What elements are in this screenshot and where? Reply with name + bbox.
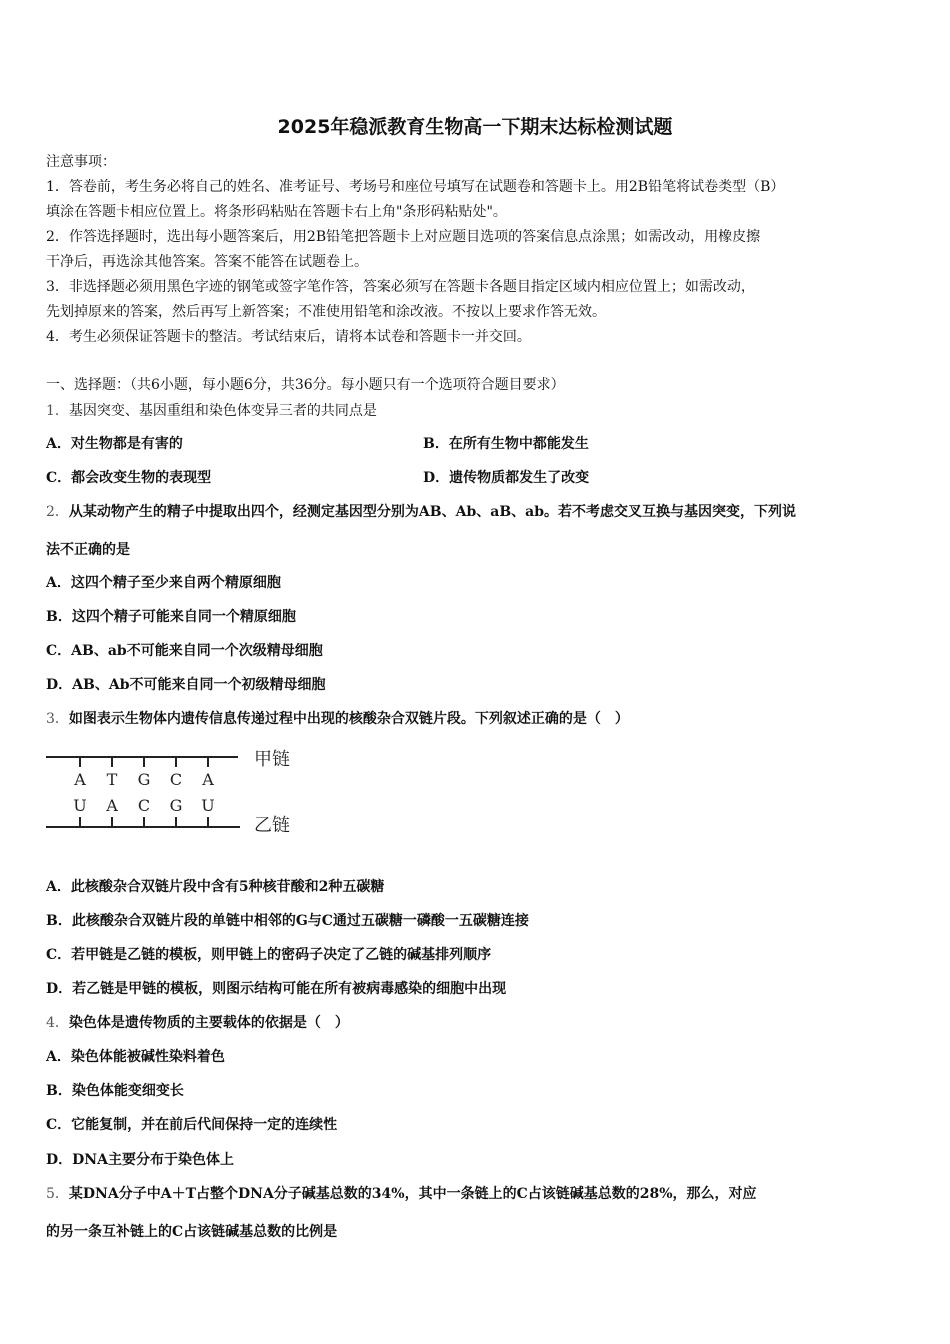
option-c: C．它能复制，并在前后代间保持一定的连续性 bbox=[46, 1117, 338, 1133]
question-number: 4． bbox=[46, 1015, 69, 1031]
top-base: A bbox=[74, 770, 86, 789]
bottom-base: U bbox=[201, 796, 215, 815]
top-base: A bbox=[202, 770, 214, 789]
notice-line: 3．非选择题必须用黑色字迹的钢笔或签字笔作答，答案必须写在答题卡各题目指定区域内相应位置上；如需改动， bbox=[46, 279, 755, 295]
question-1-options-row bbox=[46, 434, 916, 454]
question-text: 如图表示生物体内遗传信息传递过程中出现的核酸杂合双链片段。下列叙述正确的是（ ） bbox=[68, 711, 629, 727]
option-c: C．AB、ab不可能来自同一个次级精母细胞 bbox=[46, 643, 323, 659]
notice-line: 2．作答选择题时，选出每小题答案后，用2B铅笔把答题卡上对应题目选项的答案信息点涂黑；如需改动，用橡皮擦 bbox=[46, 229, 761, 245]
question-text: 基因突变、基因重组和染色体变异三者的共同点是 bbox=[68, 403, 377, 419]
question-2-stem bbox=[46, 502, 916, 522]
option-a: A．对生物都是有害的 bbox=[46, 436, 183, 452]
question-5-stem-cont: 的另一条互补链上的C占该链碱基总数的比例是 bbox=[46, 1224, 338, 1240]
notice-heading: 注意事项： bbox=[46, 154, 116, 170]
question-2-stem-cont: 法不正确的是 bbox=[46, 542, 130, 558]
question-number: 2． bbox=[46, 504, 69, 520]
notice-line: 填涂在答题卡相应位置上。将条形码粘贴在答题卡右上角"条形码粘贴处"。 bbox=[46, 204, 507, 220]
top-chain-label: 甲链 bbox=[254, 749, 290, 770]
nucleic-acid-hybrid-diagram bbox=[40, 745, 310, 840]
option-d: D．AB、Ab不可能来自同一个初级精母细胞 bbox=[46, 677, 326, 693]
question-1-stem bbox=[46, 401, 916, 421]
question-text: 某DNA分子中A＋T占整个DNA分子碱基总数的34%，其中一条链上的C占该链碱基总数的28%，那么，对应 bbox=[68, 1186, 757, 1202]
option-b: B．染色体能变细变长 bbox=[46, 1083, 184, 1099]
option-b: B．这四个精子可能来自同一个精原细胞 bbox=[46, 609, 296, 625]
top-base: T bbox=[106, 770, 118, 789]
question-number: 1． bbox=[46, 403, 69, 419]
option-c: C．都会改变生物的表现型 bbox=[46, 470, 212, 486]
option-d: D．DNA主要分布于染色体上 bbox=[46, 1152, 234, 1168]
bottom-base: U bbox=[73, 796, 87, 815]
page-title: 2025年稳派教育生物高一下期末达标检测试题 bbox=[277, 116, 673, 138]
notice-line: 先划掉原来的答案，然后再写上新答案；不准使用铅笔和涂改液。不按以上要求作答无效。 bbox=[46, 304, 606, 320]
question-4-stem bbox=[46, 1013, 916, 1033]
notice-line: 干净后，再选涂其他答案。答案不能答在试题卷上。 bbox=[46, 254, 368, 270]
bottom-base: C bbox=[137, 796, 151, 815]
option-a: A．染色体能被碱性染料着色 bbox=[46, 1049, 225, 1065]
option-d: D．遗传物质都发生了改变 bbox=[423, 470, 590, 486]
bottom-base: A bbox=[106, 796, 118, 815]
question-5-stem bbox=[46, 1184, 916, 1204]
top-base: G bbox=[137, 770, 151, 789]
option-c: C．若甲链是乙链的模板，则甲链上的密码子决定了乙链的碱基排列顺序 bbox=[46, 947, 492, 963]
question-number: 3． bbox=[46, 711, 69, 727]
notice-line: 1．答卷前，考生务必将自己的姓名、准考证号、考场号和座位号填写在试题卷和答题卡上。用2B铅笔将试卷类型（B） bbox=[46, 179, 785, 195]
question-text: 染色体是遗传物质的主要载体的依据是（ ） bbox=[68, 1015, 349, 1031]
top-base: C bbox=[169, 770, 183, 789]
bottom-chain-label: 乙链 bbox=[254, 815, 290, 836]
question-1-options-row bbox=[46, 468, 916, 488]
question-text: 从某动物产生的精子中提取出四个，经测定基因型分别为AB、Ab、aB、ab。若不考虑交叉互换与基因突变，下列说 bbox=[68, 504, 797, 520]
section-heading: 一、选择题：（共6小题，每小题6分，共36分。每小题只有一个选项符合题目要求） bbox=[46, 377, 565, 393]
option-a: A．这四个精子至少来自两个精原细胞 bbox=[46, 575, 281, 591]
option-b: B．在所有生物中都能发生 bbox=[423, 436, 589, 452]
question-number: 5． bbox=[46, 1186, 69, 1202]
question-3-stem bbox=[46, 709, 916, 729]
bottom-base: G bbox=[169, 796, 183, 815]
option-a: A．此核酸杂合双链片段中含有5种核苷酸和2种五碳糖 bbox=[46, 879, 385, 895]
option-b: B．此核酸杂合双链片段的单链中相邻的G与C通过五碳糖一磷酸一五碳糖连接 bbox=[46, 913, 529, 929]
option-d: D．若乙链是甲链的模板，则图示结构可能在所有被病毒感染的细胞中出现 bbox=[46, 981, 507, 997]
notice-line: 4．考生必须保证答题卡的整洁。考试结束后，请将本试卷和答题卡一并交回。 bbox=[46, 329, 531, 345]
